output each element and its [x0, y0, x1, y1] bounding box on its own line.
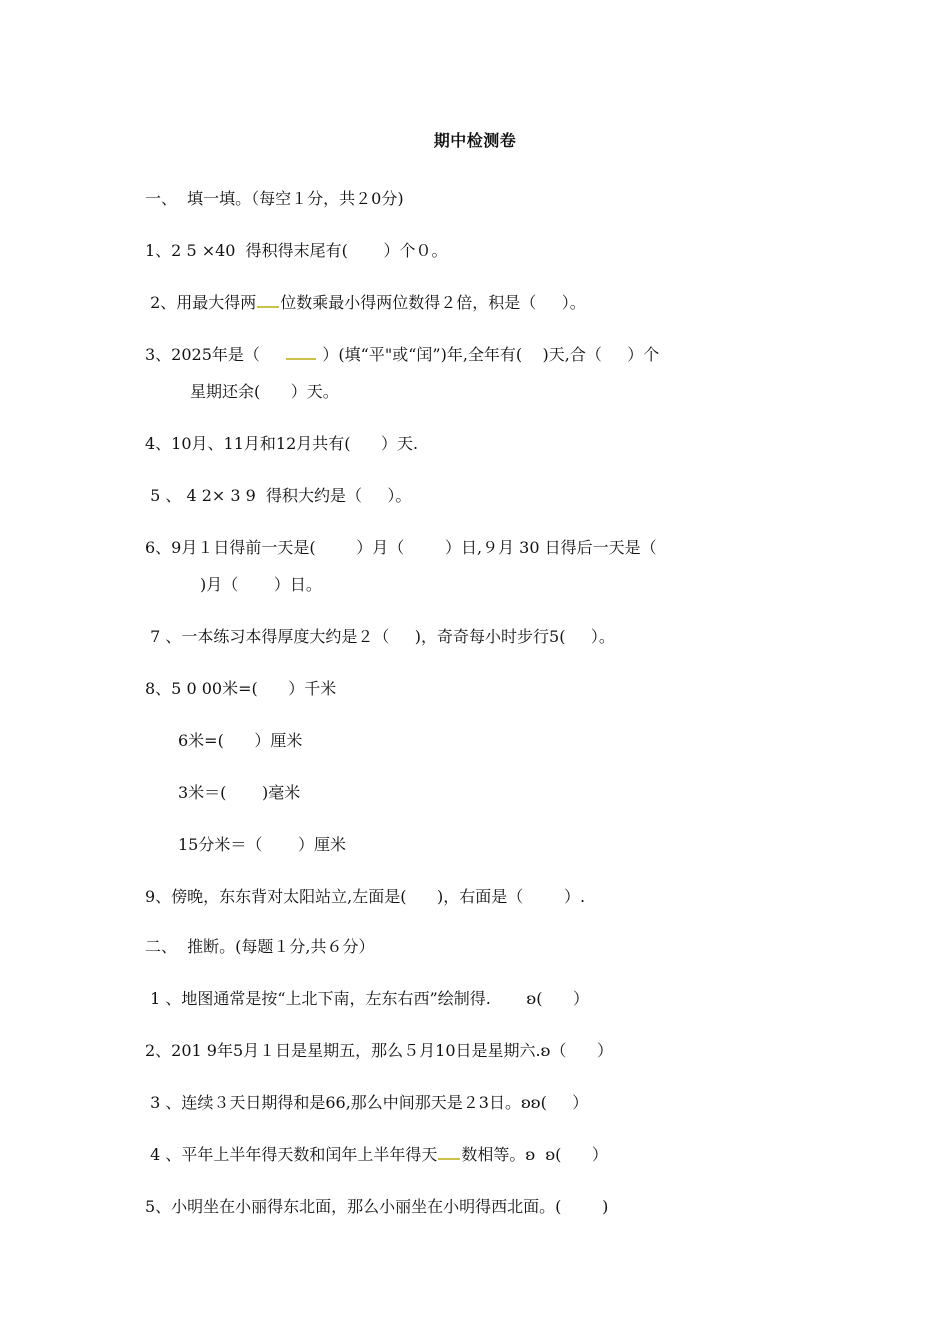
- question-6-continued: )月（ ）日。: [200, 575, 322, 594]
- question-8: 8、5 0 00米=( ）千米: [145, 679, 337, 698]
- question-2-part-a: 2、用最大得两: [145, 293, 257, 312]
- question-3: [145, 345, 659, 365]
- question-3-continued: 星期还余( ）天。: [190, 382, 339, 401]
- judgement-4-part-a: 4 、平年上半年得天数和闰年上半年得天: [145, 1145, 438, 1164]
- section-2-heading: 二、 推断。(每题１分,共６分）: [145, 937, 375, 956]
- highlight-mark: [257, 306, 279, 308]
- judgement-5: 5、小明坐在小丽得东北面，那么小丽坐在小明得西北面。( ): [145, 1197, 609, 1216]
- page-title: 期中检测卷: [433, 131, 517, 150]
- question-8-item-c: 3米＝( )毫米: [178, 783, 301, 802]
- judgement-1: 1 、地图通常是按“上北下南，左东右西”绘制得. ʚ( ）: [145, 989, 589, 1008]
- question-8-item-b: 6米=( ）厘米: [178, 731, 303, 750]
- judgement-3: 3 、连续３天日期得和是66,那么中间那天是２3日。ʚʚ( ）: [145, 1093, 589, 1112]
- question-6: 6、9月１日得前一天是( ）月（ ）日,９月 30 日得后一天是（: [145, 538, 657, 557]
- judgement-4-part-b: 数相等。ʚ ʚ( ）: [461, 1145, 608, 1164]
- section-1-heading: 一、 填一填。（每空１分，共２0分): [145, 189, 404, 208]
- question-3-part-b: ）(填“平"或“闰”)年,全年有( )天,合（ ）个: [317, 345, 660, 364]
- question-3-part-a: 3、2025年是（: [145, 345, 286, 364]
- question-5: 5 、 4 2× 3 9 得积大约是（ ）。: [145, 486, 412, 505]
- question-2-part-b: 位数乘最小得两位数得２倍，积是（ ）。: [280, 293, 586, 312]
- question-4: 4、10月、11月和12月共有( ）天.: [145, 434, 419, 453]
- judgement-4: [145, 1145, 608, 1165]
- question-2: [145, 293, 586, 313]
- highlight-mark: [286, 358, 316, 360]
- question-7: 7 、一本练习本得厚度大约是２（ )，奇奇每小时步行5( ）。: [145, 627, 615, 646]
- question-8-item-d: 15分米＝（ ）厘米: [178, 835, 346, 854]
- highlight-mark: [438, 1158, 460, 1160]
- question-1: 1、2 5 ×40 得积得末尾有( ）个０。: [145, 241, 448, 260]
- judgement-2: 2、201 9年5月１日是星期五，那么５月10日是星期六.ʚ（ ）: [145, 1041, 613, 1060]
- question-9: 9、傍晚，东东背对太阳站立,左面是( )，右面是（ ）.: [145, 887, 586, 906]
